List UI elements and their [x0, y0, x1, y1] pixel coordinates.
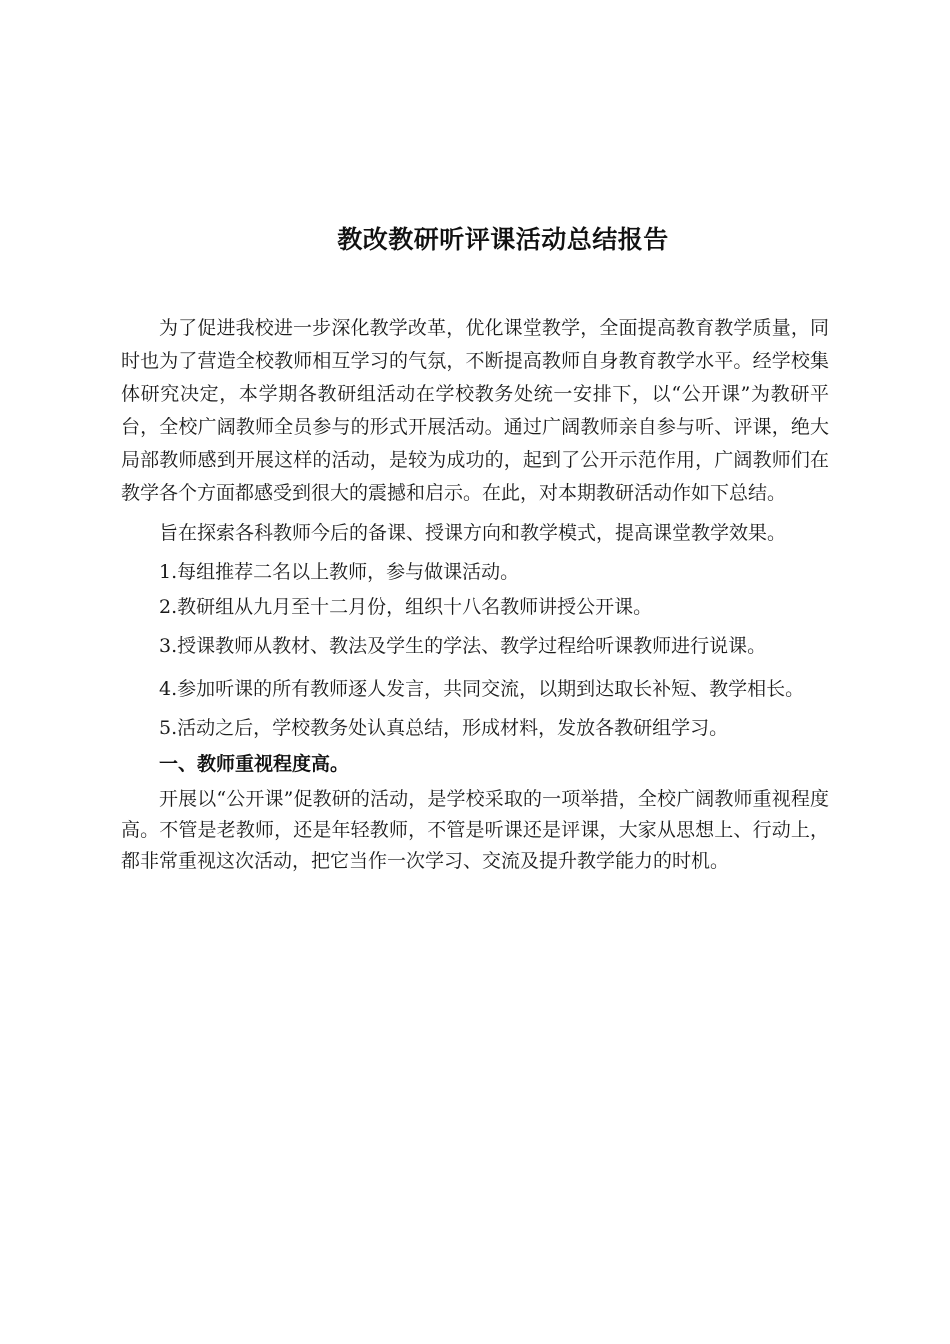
list-item: 4.参加听课的所有教师逐人发言，共同交流，以期到达取长补短、教学相长。 [159, 678, 805, 700]
section-paragraph: 开展以“公开课”促教研的活动，是学校采取的一项举措，全校广阔教师重视程度高。不管是老教师，还是年轻教师，不管是听课还是评课，大家从思想上、行动上，都非常重视这次活动，把它当作一次学习、交流及提升教学能力的时机。 [121, 788, 829, 872]
document-title: 教改教研听评课活动总结报告 [337, 225, 669, 254]
list-item: 1.每组推荐二名以上教师，参与做课活动。 [159, 561, 520, 583]
document-body [121, 312, 829, 877]
list-item: 5.活动之后，学校教务处认真总结，形成材料，发放各教研组学习。 [159, 717, 729, 739]
list-item: 2.教研组从九月至十二月份，组织十八名教师讲授公开课。 [159, 596, 653, 618]
purpose-paragraph: 旨在探索各科教师今后的备课、授课方向和教学模式，提高课堂教学效果。 [159, 522, 787, 544]
list-item: 3.授课教师从教材、教法及学生的学法、教学过程给听课教师进行说课。 [159, 635, 767, 657]
section-heading: 一、教师重视程度高。 [159, 753, 350, 775]
intro-paragraph: 为了促进我校进一步深化教学改革，优化课堂教学，全面提高教育教学质量，同时也为了营造全校教师相互学习的气氛，不断提高教师自身教育教学水平。经学校集体研究决定，本学期各教研组活动在学校教务处统一安排下，以“公开课”为教研平台，全校广阔教师全员参与的形式开展活动。通过广阔教师亲自参与听、评课，绝大局部教师感到开展这样的活动，是较为成功的，起到了公开示范作用，广阔教师们在教学各个方面都感受到很大的震撼和启示。在此，对本期教研活动作如下总结。 [121, 317, 829, 504]
